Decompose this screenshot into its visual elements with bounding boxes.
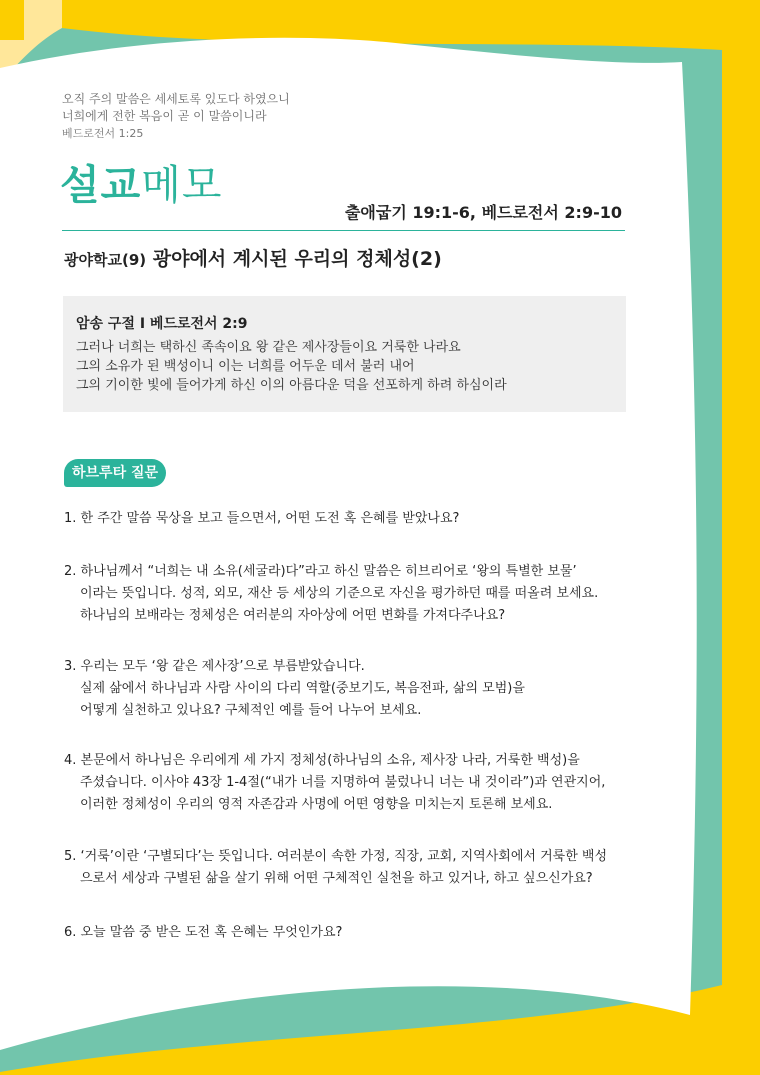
question-2 xyxy=(64,561,598,627)
scripture-passage: 출애굽기 19:1-6, 베드로전서 2:9-10 xyxy=(344,203,622,222)
question-line: 3. 우리는 모두 ‘왕 같은 제사장’으로 부름받았습니다. xyxy=(64,659,365,674)
title-part-2: 메모 xyxy=(141,161,223,209)
sermon-title xyxy=(64,244,442,271)
question-line: 1. 한 주간 말씀 묵상을 보고 들으면서, 어떤 도전 혹 은혜를 받았나요? xyxy=(64,511,460,526)
question-6 xyxy=(64,922,342,944)
verse-reference: 베드로전서 1:25 xyxy=(62,127,144,140)
title-divider xyxy=(62,230,625,231)
corner-tab-notch xyxy=(0,0,24,40)
question-line: 2. 하나님께서 “너희는 내 소유(세굴라)다”라고 하신 말씀은 히브리어로 ‘왕의 특별한 보물’ xyxy=(64,564,577,579)
memory-verse-line: 그의 기이한 빛에 들어가게 하신 이의 아름다운 덕을 선포하게 하려 하심이라 xyxy=(76,378,507,393)
sermon-main-title: 광야에서 계시된 우리의 정체성(2) xyxy=(152,248,442,270)
opening-verse xyxy=(62,91,290,142)
verse-line-2: 너희에게 전한 복음이 곧 이 말씀이니라 xyxy=(62,109,267,123)
question-line: 실제 삶에서 하나님과 사람 사이의 다리 역할(중보기도, 복음전파, 삶의 모범)을 xyxy=(80,681,525,696)
verse-line-1: 오직 주의 말씀은 세세토록 있도다 하였으니 xyxy=(62,92,290,106)
question-5 xyxy=(64,846,607,890)
question-line: 하나님의 보배라는 정체성은 여러분의 자아상에 어떤 변화를 가져다주나요? xyxy=(80,608,506,623)
question-line: 6. 오늘 말씀 중 받은 도전 혹 은혜는 무엇인가요? xyxy=(64,925,343,940)
sermon-series: 광야학교(9) xyxy=(64,251,147,269)
title-part-1: 설교 xyxy=(60,161,142,209)
page-title xyxy=(60,160,222,210)
memory-verse-line: 그러나 너희는 택하신 족속이요 왕 같은 제사장들이요 거룩한 나라요 xyxy=(76,340,461,355)
question-line: 이라는 뜻입니다. 성적, 외모, 재산 등 세상의 기준으로 자신을 평가하던 때를 떠올려 보세요. xyxy=(80,586,599,601)
question-line: 이러한 정체성이 우리의 영적 자존감과 사명에 어떤 영향을 미치는지 토론해 보세요. xyxy=(80,797,553,812)
question-line: 5. ‘거룩’이란 ‘구별되다’는 뜻입니다. 여러분이 속한 가정, 직장, 교회, 지역사회에서 거룩한 백성 xyxy=(64,849,608,864)
question-line: 4. 본문에서 하나님은 우리에게 세 가지 정체성(하나님의 소유, 제사장 나라, 거룩한 백성)을 xyxy=(64,753,580,768)
question-line: 으로서 세상과 구별된 삶을 살기 위해 어떤 구체적인 실천을 하고 있거나, 하고 싶으신가요? xyxy=(80,871,593,886)
memory-verse-title: 암송 구절 I 베드로전서 2:9 xyxy=(76,316,248,332)
memory-verse-line: 그의 소유가 된 백성이니 이는 너희를 어두운 데서 불러 내어 xyxy=(76,359,415,374)
question-3 xyxy=(64,656,525,722)
questions-badge: 하브루타 질문 xyxy=(64,459,166,487)
question-line: 주셨습니다. 이사야 43장 1-4절(“내가 너를 지명하여 불렀나니 너는 내 것이라”)과 연관지어, xyxy=(80,775,606,790)
memory-verse-box xyxy=(63,296,626,412)
question-line: 어떻게 실천하고 있나요? 구체적인 예를 들어 나누어 보세요. xyxy=(80,703,422,718)
question-4 xyxy=(64,750,605,816)
question-1 xyxy=(64,508,459,530)
